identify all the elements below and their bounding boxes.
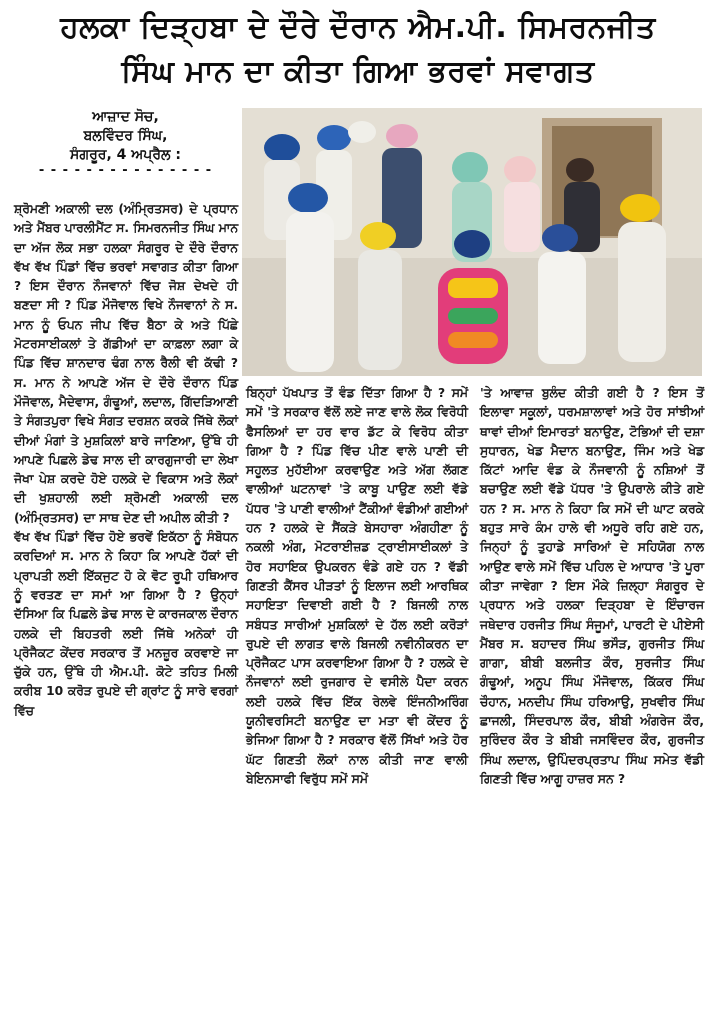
article-column-1: [14, 200, 238, 721]
byline: [18, 108, 233, 177]
byline-place-date: ਸੰਗਰੂਰ, 4 ਅਪ੍ਰੈਲ :: [70, 147, 181, 163]
article-column-2: [246, 384, 468, 789]
news-photo-icon: [242, 108, 702, 376]
headline: [0, 6, 716, 94]
byline-reporter: ਬਲਵਿੰਦਰ ਸਿੰਘ,: [83, 128, 168, 144]
article-paragraph: ਬਿਨ੍ਹਾਂ ਪੱਖਪਾਤ ਤੋਂ ਵੰਡ ਦਿੱਤਾ ਗਿਆ ਹੈ ? ਸਮੇਂ ਸਮੇਂ 'ਤੇ ਸਰਕਾਰ ਵੱਲੋਂ ਲਏ ਜਾਣ ਵਾਲੇ ਲੋਕ ਵਿਰੋਧੀ ਫੈਸਲਿਆਂ ਦਾ ਹਰ ਵਾਰ ਡੱਟ ਕੇ ਵਿਰੋਧ ਕੀਤਾ ਗਿਆ ਹੈ ? ਪਿੰਡ ਵਿੱਚ ਪੀਣ ਵਾਲੇ ਪਾਣੀ ਦੀ ਸਹੂਲਤ ਮੁਹੱਈਆ ਕਰਵਾਉਣ ਅਤੇ ਅੱਗ ਲੱਗਣ ਵਾਲੀਆਂ ਘਟਨਾਵਾਂ 'ਤੇ ਕਾਬੂ ਪਾਉਣ ਲਈ ਵੱਡੇ ਪੱਧਰ 'ਤੇ ਪਾਣੀ ਵਾਲੀਆਂ ਟੈਂਕੀਆਂ ਵੰਡੀਆਂ ਗਈਆਂ ਹਨ ? ਹਲਕੇ ਦੇ ਸੈਂਕੜੇ ਬੇਸਹਾਰਾ ਅੰਗਹੀਣਾ ਨੂੰ ਨਕਲੀ ਅੰਗ, ਮੋਟਰਾਈਜ਼ਡ ਟ੍ਰਾਈਸਾਈਕਲਾਂ ਤੇ ਹੋਰ ਸਹਾਇਕ ਉਪਕਰਨ ਵੰਡੇ ਗਏ ਹਨ ? ਵੱਡੀ ਗਿਣਤੀ ਕੈਂਸਰ ਪੀੜਤਾਂ ਨੂੰ ਇਲਾਜ ਲਈ ਆਰਥਿਕ ਸਹਾਇਤਾ ਦਿਵਾਈ ਗਈ ਹੈ ? ਬਿਜਲੀ ਨਾਲ ਸਬੰਧਤ ਸਾਰੀਆਂ ਮੁਸ਼ਕਿਲਾਂ ਦੇ ਹੱਲ ਲਈ ਕਰੋੜਾਂ ਰੁਪਏ ਦੀ ਲਾਗਤ ਵਾਲੇ ਬਿਜਲੀ ਨਵੀਨੀਕਰਨ ਦਾ ਪ੍ਰੋਜੈਕਟ ਪਾਸ ਕਰਵਾਇਆ ਗਿਆ ਹੈ ? ਹਲਕੇ ਦੇ ਨੌਜਵਾਨਾਂ ਲਈ ਰੁਜਗਾਰ ਦੇ ਵਸੀਲੇ ਪੈਦਾ ਕਰਨ ਲਈ ਹਲਕੇ ਵਿੱਚ ਇੱਕ ਰੇਲਵੇ ਇੰਜਨੀਅਰਿੰਗ ਯੂਨੀਵਰਸਿਟੀ ਬਨਾਉਣ ਦਾ ਮਤਾ ਵੀ ਕੇਂਦਰ ਨੂੰ ਭੇਜਿਆ ਗਿਆ ਹੈ ? ਸਰਕਾਰ ਵੱਲੋਂ ਸਿੱਖਾਂ ਅਤੇ ਹੋਰ ਘੱਟ ਗਿਣਤੀ ਲੋਕਾਂ ਨਾਲ ਕੀਤੀ ਜਾਣ ਵਾਲੀ ਬੇਇਨਸਾਫੀ ਵਿਰੁੱਧ ਸਮੇਂ ਸਮੇਂ: [246, 386, 468, 786]
article-paragraph: 'ਤੇ ਆਵਾਜ਼ ਬੁਲੰਦ ਕੀਤੀ ਗਈ ਹੈ ? ਇਸ ਤੋਂ ਇਲਾਵਾ ਸਕੂਲਾਂ, ਧਰਮਸ਼ਾਲਾਵਾਂ ਅਤੇ ਹੋਰ ਸਾਂਝੀਆਂ ਥਾਵਾਂ ਦੀਆਂ ਇਮਾਰਤਾਂ ਬਨਾਉਣ, ਟੋਭਿਆਂ ਦੀ ਦਸ਼ਾ ਸੁਧਾਰਨ, ਖੇਡ ਮੈਦਾਨ ਬਨਾਉਣ, ਜਿੰਮ ਅਤੇ ਖੇਡ ਕਿੱਟਾਂ ਆਦਿ ਵੰਡ ਕੇ ਨੌਜਵਾਨੀ ਨੂੰ ਨਸ਼ਿਆਂ ਤੋਂ ਬਚਾਉਣ ਲਈ ਵੱਡੇ ਪੱਧਰ 'ਤੇ ਉਪਰਾਲੇ ਕੀਤੇ ਗਏ ਹਨ ? ਸ. ਮਾਨ ਨੇ ਕਿਹਾ ਕਿ ਸਮੇਂ ਦੀ ਘਾਟ ਕਰਕੇ ਬਹੁਤ ਸਾਰੇ ਕੰਮ ਹਾਲੇ ਵੀ ਅਧੂਰੇ ਰਹਿ ਗਏ ਹਨ, ਜਿਨ੍ਹਾਂ ਨੂੰ ਤੁਹਾਡੇ ਸਾਰਿਆਂ ਦੇ ਸਹਿਯੋਗ ਨਾਲ ਆਉਣ ਵਾਲੇ ਸਮੇਂ ਵਿੱਚ ਪਹਿਲ ਦੇ ਆਧਾਰ 'ਤੇ ਪੂਰਾ ਕੀਤਾ ਜਾਵੇਗਾ ? ਇਸ ਮੌਕੇ ਜ਼ਿਲ੍ਹਾ ਸੰਗਰੂਰ ਦੇ ਪ੍ਰਧਾਨ ਅਤੇ ਹਲਕਾ ਦਿੜ੍ਹਬਾ ਦੇ ਇੰਚਾਰਜ ਜਥੇਦਾਰ ਹਰਜੀਤ ਸਿੰਘ ਸੰਜੂਮਾਂ, ਪਾਰਟੀ ਦੇ ਪੀਏਸੀ ਮੈਂਬਰ ਸ. ਬਹਾਦਰ ਸਿੰਘ ਭਸੌੜ, ਗੁਰਜੀਤ ਸਿੰਘ ਗਾਗਾ, ਬੀਬੀ ਬਲਜੀਤ ਕੌਰ, ਸੁਰਜੀਤ ਸਿੰਘ ਗੰਢੂਆਂ, ਅਨੂਪ ਸਿੰਘ ਮੌਜੋਵਾਲ, ਕਿੱਕਰ ਸਿੰਘ ਚੌਹਾਨ, ਮਨਦੀਪ ਸਿੰਘ ਹਰਿਆਉ, ਸੁਖਵੀਰ ਸਿੰਘ ਛਾਜਲੀ, ਸਿੰਦਰਪਾਲ ਕੌਰ, ਬੀਬੀ ਅੰਗਰੇਜ ਕੌਰ, ਸੁਰਿੰਦਰ ਕੌਰ ਤੇ ਬੀਬੀ ਜਸਵਿੰਦਰ ਕੌਰ, ਗੁਰਜੀਤ ਸਿੰਘ ਲਦਾਲ, ਉਪਿੰਦਰਪ੍ਰਤਾਪ ਸਿੰਘ ਸਮੇਤ ਵੱਡੀ ਗਿਣਤੀ ਵਿੱਚ ਆਗੂ ਹਾਜ਼ਰ ਸਨ ?: [480, 386, 704, 786]
headline-line-1: ਹਲਕਾ ਦਿੜ੍ਹਬਾ ਦੇ ਦੌਰੇ ਦੌਰਾਨ ਐਮ.ਪੀ. ਸਿਮਰਨਜੀਤ: [60, 10, 656, 45]
byline-separator: - - - - - - - - - - - - - - -: [38, 163, 213, 178]
article-paragraph: ਸ਼੍ਰੋਮਣੀ ਅਕਾਲੀ ਦਲ (ਅੰਮ੍ਰਿਤਸਰ) ਦੇ ਪ੍ਰਧਾਨ ਅਤੇ ਮੈਂਬਰ ਪਾਰਲੀਮੈਂਟ ਸ. ਸਿਮਰਨਜੀਤ ਸਿੰਘ ਮਾਨ ਦਾ ਅੱਜ ਲੋਕ ਸਭਾ ਹਲਕਾ ਸੰਗਰੂਰ ਦੇ ਦੌਰੇ ਦੌਰਾਨ ਵੱਖ ਵੱਖ ਪਿੰਡਾਂ ਵਿੱਚ ਭਰਵਾਂ ਸਵਾਗਤ ਕੀਤਾ ਗਿਆ ? ਇਸ ਦੌਰਾਨ ਨੌਜਵਾਨਾਂ ਵਿੱਚ ਜੋਸ਼ ਦੇਖਦੇ ਹੀ ਬਣਦਾ ਸੀ ? ਪਿੰਡ ਮੌਜੋਵਾਲ ਵਿਖੇ ਨੌਜਵਾਨਾਂ ਨੇ ਸ. ਮਾਨ ਨੂੰ ਓਪਨ ਜੀਪ ਵਿੱਚ ਬੈਠਾ ਕੇ ਅਤੇ ਪਿੱਛੇ ਮੋਟਰਸਾਈਕਲਾਂ ਤੇ ਗੱਡੀਆਂ ਦਾ ਕਾਫ਼ਲਾ ਲਗਾ ਕੇ ਪਿੰਡ ਵਿੱਚ ਸ਼ਾਨਦਾਰ ਢੰਗ ਨਾਲ ਰੈਲੀ ਵੀ ਕੱਢੀ ? ਸ. ਮਾਨ ਨੇ ਆਪਣੇ ਅੱਜ ਦੇ ਦੌਰੇ ਦੌਰਾਨ ਪਿੰਡ ਮੌਜੋਵਾਲ, ਮੈਦੇਵਾਸ, ਗੰਢੂਆਂ, ਲਦਾਲ, ਗਿੱਦੜਿਆਣੀ ਤੇ ਸੰਗਤਪੁਰਾ ਵਿਖੇ ਸੰਗਤ ਦਰਸ਼ਨ ਕਰਕੇ ਜਿੱਥੇ ਲੋਕਾਂ ਦੀਆਂ ਮੰਗਾਂ ਤੇ ਮੁਸ਼ਕਿਲਾਂ ਬਾਰੇ ਜਾਣਿਆ, ਉੱਥੇ ਹੀ ਆਪਣੇ ਪਿਛਲੇ ਡੇਢ ਸਾਲ ਦੀ ਕਾਰਗੁਜਾਰੀ ਦਾ ਲੇਖਾ ਜੋਖਾ ਪੇਸ਼ ਕਰਦੇ ਹੋਏ ਹਲਕੇ ਦੇ ਵਿਕਾਸ ਅਤੇ ਲੋਕਾਂ ਦੀ ਖੁਸ਼ਹਾਲੀ ਲਈ ਸ਼੍ਰੋਮਣੀ ਅਕਾਲੀ ਦਲ (ਅੰਮ੍ਰਿਤਸਰ) ਦਾ ਸਾਥ ਦੇਣ ਦੀ ਅਪੀਲ ਕੀਤੀ ?: [14, 202, 238, 525]
article-column-3: [480, 384, 704, 789]
byline-source: ਆਜ਼ਾਦ ਸੋਚ,: [92, 109, 159, 125]
article-paragraph: ਵੱਖ ਵੱਖ ਪਿੰਡਾਂ ਵਿੱਚ ਹੋਏ ਭਰਵੇਂ ਇਕੱਠਾ ਨੂੰ ਸੰਬੋਧਨ ਕਰਦਿਆਂ ਸ. ਮਾਨ ਨੇ ਕਿਹਾ ਕਿ ਆਪਣੇ ਹੱਕਾਂ ਦੀ ਪ੍ਰਾਪਤੀ ਲਈ ਇੱਕਜੁਟ ਹੋ ਕੇ ਵੋਟ ਰੂਪੀ ਹਥਿਆਰ ਨੂੰ ਵਰਤਣ ਦਾ ਸਮਾਂ ਆ ਗਿਆ ਹੈ ? ਉਨ੍ਹਾਂ ਦੱਸਿਆ ਕਿ ਪਿਛਲੇ ਡੇਢ ਸਾਲ ਦੇ ਕਾਰਜਕਾਲ ਦੌਰਾਨ ਹਲਕੇ ਦੀ ਬਿਹਤਰੀ ਲਈ ਜਿੱਥੇ ਅਨੇਕਾਂ ਹੀ ਪ੍ਰੋਜੈਕਟ ਕੇਂਦਰ ਸਰਕਾਰ ਤੋਂ ਮਨਜ਼ੂਰ ਕਰਵਾਏ ਜਾ ਚੁੱਕੇ ਹਨ, ਉੱਥੇ ਹੀ ਐਮ.ਪੀ. ਕੋਟੇ ਤਹਿਤ ਮਿਲੀ ਕਰੀਬ 10 ਕਰੋੜ ਰੁਪਏ ਦੀ ਗ੍ਰਾਂਟ ਨੂੰ ਸਾਰੇ ਵਰਗਾਂ ਵਿੱਚ: [14, 530, 238, 718]
news-photo: [242, 108, 702, 376]
headline-line-2: ਸਿੰਘ ਮਾਨ ਦਾ ਕੀਤਾ ਗਿਆ ਭਰਵਾਂ ਸਵਾਗਤ: [121, 54, 595, 89]
